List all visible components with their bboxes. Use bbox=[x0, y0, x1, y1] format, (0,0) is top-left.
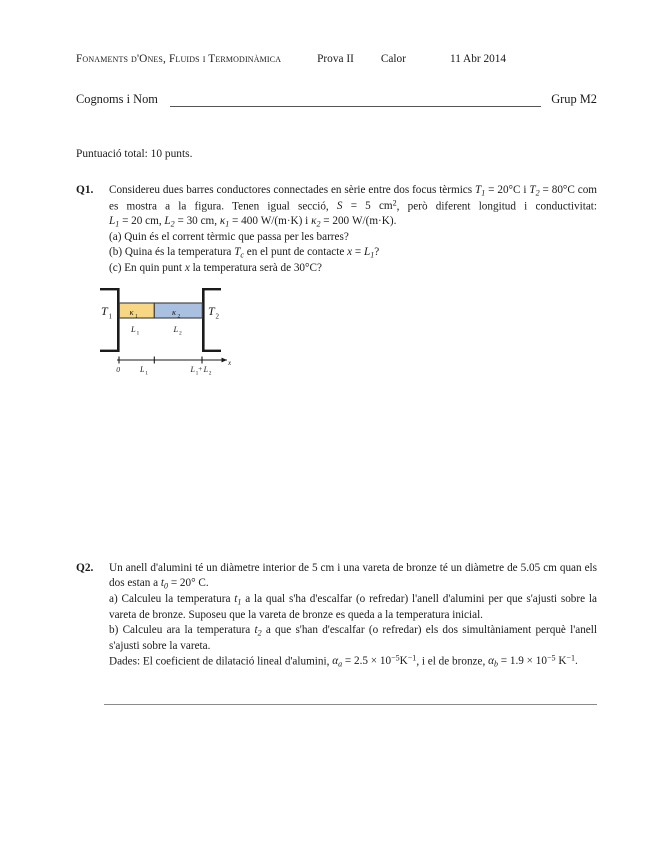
reservoir-right-label: T bbox=[208, 304, 215, 318]
question-1-label: Q1. bbox=[76, 184, 94, 196]
two-conducting-bars-figure bbox=[98, 284, 248, 376]
student-name-line bbox=[76, 92, 597, 107]
question-2-body bbox=[109, 561, 597, 670]
bar-2-length-label: L bbox=[173, 324, 179, 334]
scoring-note: Puntuació total: 10 punts. bbox=[76, 148, 193, 160]
axis-tick-end-sub-b: 2 bbox=[208, 370, 212, 376]
reservoir-left-sub: 1 bbox=[108, 312, 112, 321]
reservoir-right-sub: 2 bbox=[215, 312, 219, 321]
x-axis bbox=[117, 357, 227, 364]
question-1-part-c: (c) En quin punt x la temperatura serà de 30°C? bbox=[109, 262, 322, 275]
bar-1-length-label: L bbox=[131, 324, 136, 334]
axis-variable-label: x bbox=[228, 359, 232, 367]
bar-1-kappa-label: κ bbox=[129, 307, 134, 317]
axis-tick-end-plus: + bbox=[198, 365, 203, 373]
question-2 bbox=[76, 561, 597, 670]
axis-tick-mid-label: L bbox=[140, 365, 145, 374]
bar-2-length-sub: 2 bbox=[179, 330, 182, 337]
axis-tick-mid-sub: 1 bbox=[145, 370, 149, 376]
question-1-part-a: (a) Quin és el corrent tèrmic que passa per les barres? bbox=[109, 231, 349, 244]
question-1-part-b: (b) Quina és la temperatura $T_c$ en el punt de contacte $x = L_1$? bbox=[109, 246, 380, 260]
bar-1-kappa-sub: 1 bbox=[135, 313, 138, 320]
axis-tick-end-label-b: L bbox=[203, 365, 209, 374]
bar-1-length-sub: 1 bbox=[136, 330, 140, 337]
page-header bbox=[76, 53, 596, 65]
exam-topic-label: Calor bbox=[380, 53, 406, 65]
reservoir-left-label: T bbox=[101, 304, 108, 318]
axis-tick-origin-label: 0 bbox=[116, 365, 121, 374]
exam-date-label: 11 Abr 2014 bbox=[449, 53, 507, 65]
question-1-body bbox=[109, 183, 597, 276]
course-title: Fonaments d'Ones, Fluids i Termodinàmica bbox=[76, 53, 282, 65]
name-write-in-rule[interactable] bbox=[170, 106, 541, 107]
bottom-divider bbox=[104, 704, 597, 705]
question-1-statement: Considereu dues barres conductores connectades en sèrie entre dos focus tèrmics $T_1 = 20^\circ C$ i $T_2 = 80^\circ C$ com es mostra a la figura. Tenen igual secció, S = 5 $cm^2$, però diferent longitud i conductivitat: $L_1 = 20$ cm, $L_2 = 30$ cm, $\kappa_1 = 400$ W/(m·K) i $\kappa_2 = 200$ W/(m·K). bbox=[109, 184, 597, 229]
exam-part-label: Prova II bbox=[317, 53, 354, 65]
question-1 bbox=[76, 183, 597, 276]
question-2-data-note: Dades: El coeficient de dilatació lineal d'alumini, $\alpha_a = 2.5 \times 10^{-5}K^{-1}$, i el de bronze, $\alpha_b = 1.9 \times 10^{-5}$ $K^{-1}$. bbox=[109, 653, 578, 669]
name-field-label: Cognoms i Nom bbox=[76, 92, 158, 106]
question-2-statement: Un anell d'alumini té un diàmetre interior de 5 cm i una vareta de bronze té un diàmetre de 5.05 cm quan els dos estan a $t_0 = 20^\circ$ C. bbox=[109, 562, 598, 591]
group-label: Grup M2 bbox=[551, 92, 597, 106]
axis-tick-end-label-a: L bbox=[190, 365, 195, 374]
axis-tick-end-sub-a: 1 bbox=[195, 370, 199, 376]
bar-2-kappa-label: κ bbox=[172, 307, 177, 317]
bar-2-kappa-sub: 2 bbox=[177, 313, 181, 320]
question-2-part-a: a) Calculeu la temperatura $t_1$ a la qual s'ha d'escalfar (o refredar) l'anell d'alumini per que s'ajusti sobre la vareta de bronze. Suposeu que la vareta de bronze es queda a la temperatura inicial. bbox=[109, 592, 597, 621]
question-2-part-b: b) Calculeu ara la temperatura $t_2$ a que s'han d'escalfar (o refredar) els dos simultàniament perquè l'anell s'ajusti sobre la vareta. bbox=[109, 623, 597, 652]
question-2-label: Q2. bbox=[76, 562, 94, 574]
